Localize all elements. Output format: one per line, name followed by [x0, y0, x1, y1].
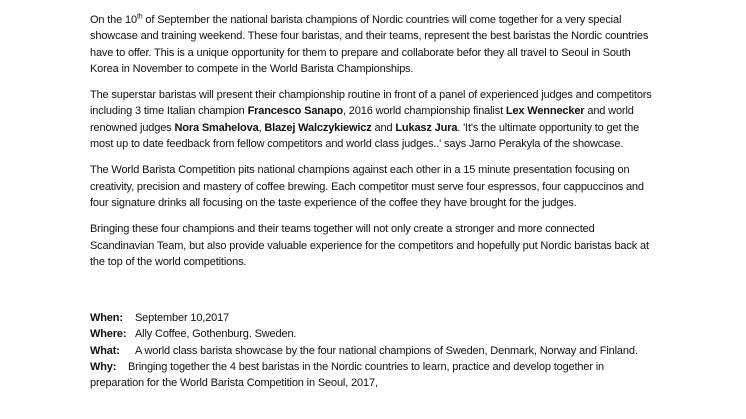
judges-text-1: The superstar baristas will present their championship routine in front of a panel of experienced judges and competitors including 3 time Italian champion — [90, 89, 652, 118]
intro-text-rest: of September the national barista champions of Nordic countries will come together for a very special showcase and training weekend. These four baristas, and their teams, represent the best baristas the Nordic countries have to offer. This is a unique opportunity for them to prepare and collaborate befor they all travel to Seoul in South Korea in November to compete in the World Barista Championships. — [90, 14, 649, 75]
judge-name-jura: Lukasz Jura — [395, 121, 458, 134]
judges-text-2: , 2016 world championship finalist — [342, 105, 506, 118]
when-value: September 10,2017 — [135, 312, 230, 325]
judge-name-smahelova: Nora Smahelova — [174, 121, 259, 134]
judges-paragraph — [90, 87, 658, 152]
where-label: Where: — [90, 328, 127, 341]
event-details — [90, 310, 658, 391]
intro-text-start: On the 10 — [90, 14, 137, 26]
judges-text-5: and — [371, 121, 396, 134]
judge-name-wennecker: Lex Wennecker — [505, 105, 585, 118]
intro-paragraph — [90, 12, 658, 77]
competition-paragraph: The World Barista Competition pits national champions against each other in a 15 minute presentation focusing on creativity, precision and mastery of coffee brewing. Each competitor must serve four espressos, four cappuccinos and four signature drinks all focusing on the taste experience of the coffee they have brought for the judges. — [90, 164, 644, 209]
where-value: Ally Coffee, Gothenburg. Sweden. — [135, 328, 297, 341]
where-row — [90, 326, 658, 342]
when-row — [90, 310, 658, 326]
what-value: A world class barista showcase by the four national champions of Sweden, Denmark, Norway and Finland. — [135, 344, 638, 357]
judges-text-4: , — [258, 121, 265, 134]
judge-name-sanapo: Francesco Sanapo — [247, 105, 343, 118]
why-value: Bringing together the 4 best baristas in the Nordic countries to learn, practice and develop together in preparation for the World Barista Competition in Seoul, 2017, — [90, 361, 605, 390]
judge-name-walczykiewicz: Blazej Walczykiewicz — [264, 121, 372, 134]
judges-text-3: and world renowned judges — [90, 105, 634, 134]
when-label: When: — [90, 312, 123, 325]
why-label: Why: — [90, 361, 117, 374]
judges-text-6: . 'It's the ultimate opportunity to get the most up to date feedback from fellow competitors and world class judges..' says Jarno Perakyla of the showcase. — [90, 121, 640, 151]
why-row — [90, 359, 658, 392]
closing-paragraph: Bringing these four champions and their teams together will not only create a stronger and more connected Scandinavian Team, but also provide valuable experience for the competitors and hopefully put Nordic baristas back at the top of the world competitions. — [90, 223, 649, 268]
what-label: What: — [90, 344, 120, 357]
ordinal-suffix: th — [136, 13, 143, 21]
what-row — [90, 343, 658, 359]
